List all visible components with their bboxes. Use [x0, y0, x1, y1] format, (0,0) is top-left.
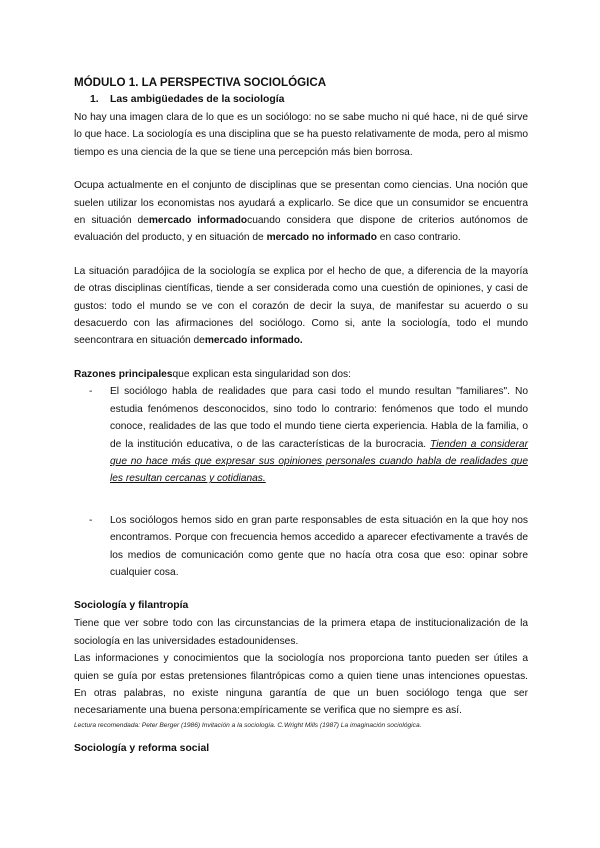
reasons-list-2	[74, 512, 528, 582]
term-mercado-informado-2: mercado informado.	[204, 335, 303, 347]
recommended-reading: Lectura recomendada: Peter Berger (1986) Invitación a la sociología. C.Wright Mills (1987) La imaginación sociológica.	[74, 721, 422, 729]
reason-item-1: - El sociólogo habla de realidades que para casi todo el mundo resultan "familiares". No estudia fenómenos desconocidos, sino todo lo contrario: fenómenos que todo el mundo conoce, realidades de las que todo el mundo tiene cierta experiencia. Habla de la familia, o de la institución educativa, o de las características de la burocracia. Tienden a considerar que no hace más que expresar sus opiniones personales cuando habla de realidades que les resultan cercanas y cotidianas.	[74, 383, 528, 487]
paragraph-intro: No hay una imagen clara de lo que es un sociólogo: no se sabe mucho ni qué hace, ni de qué sirve lo que hace. La sociología es una disciplina que se ha puesto relativamente de moda, pero al mismo tiempo es una ciencia de la que se tiene una percepción más bien borrosa.	[74, 112, 528, 158]
section-title: Las ambigüedades de la sociología	[110, 94, 285, 105]
module-title: MÓDULO 1. LA PERSPECTIVA SOCIOLÓGICA	[74, 76, 327, 89]
dash-bullet: -	[89, 514, 93, 526]
dash-bullet: -	[89, 386, 93, 398]
paragraph-razones: Razones principalesque explican esta singularidad son dos:	[74, 368, 351, 380]
term-mercado-informado: mercado informado	[148, 215, 248, 227]
heading-reforma-social: Sociología y reforma social	[74, 742, 210, 754]
paragraph-paradoja: La situación paradójica de la sociología se explica por el hecho de que, a diferencia de la mayoría de otras disciplinas científicas, tiende a ser considerada como una cuestión de opiniones, y casi de gustos: todo el mundo se ve con el corazón de decir la suya, de manifestar su acuerdo o su desacuerdo con las afirmaciones del sociólogo. Como si, ante la sociología, todo el mundo seencontrara en situación demercado informado.	[74, 265, 528, 347]
razones-label: Razones principales	[74, 368, 173, 380]
document-page	[74, 74, 528, 758]
section-number: 1.	[90, 94, 99, 105]
reason-item-2: - Los sociólogos hemos sido en gran parte responsables de esta situación en la que hoy nos encontramos. Porque con frecuencia hemos accedido a aparecer efectivamente a través de los medios de comunicación como gente que no hacía otra cosa que eso: opinar sobre cualquier cosa.	[74, 512, 528, 582]
paragraph-mercado: Ocupa actualmente en el conjunto de disciplinas que se presentan como ciencias. Una noción que suelen utilizar los economistas nos ayudará a explicarlo. Se dice que un consumidor se encuentra en situación demercado informadocuando considera que dispone de criterios autónomos de evaluación del producto, y en situación de mercado no informado en caso contrario.	[74, 180, 528, 244]
term-mercado-no-informado: mercado no informado	[266, 232, 377, 244]
section-heading	[90, 91, 528, 109]
paragraph-filantropia-2: Las informaciones y conocimientos que la sociología nos proporciona tanto pueden ser útiles a quien se guía por estas pretensiones filantrópicas como a quien tiene unas intenciones opuestas. En otras palabras, no existe ninguna garantía de que un buen sociólogo tenga que ser necesariamente una buena persona:empíricamente se verifica que no siempre es así.	[74, 653, 528, 717]
underlined-note: Tienden a considerar que no hace más que expresar sus opiniones personales cuando habla de realidades que les resultan cercanas y cotidianas.	[110, 438, 528, 485]
paragraph-filantropia-1: Tiene que ver sobre todo con las circunstancias de la primera etapa de institucionalización de la sociología en las universidades estadounidenses.	[74, 618, 528, 647]
heading-filantropia: Sociología y filantropía	[74, 600, 189, 612]
reasons-list	[74, 383, 528, 487]
